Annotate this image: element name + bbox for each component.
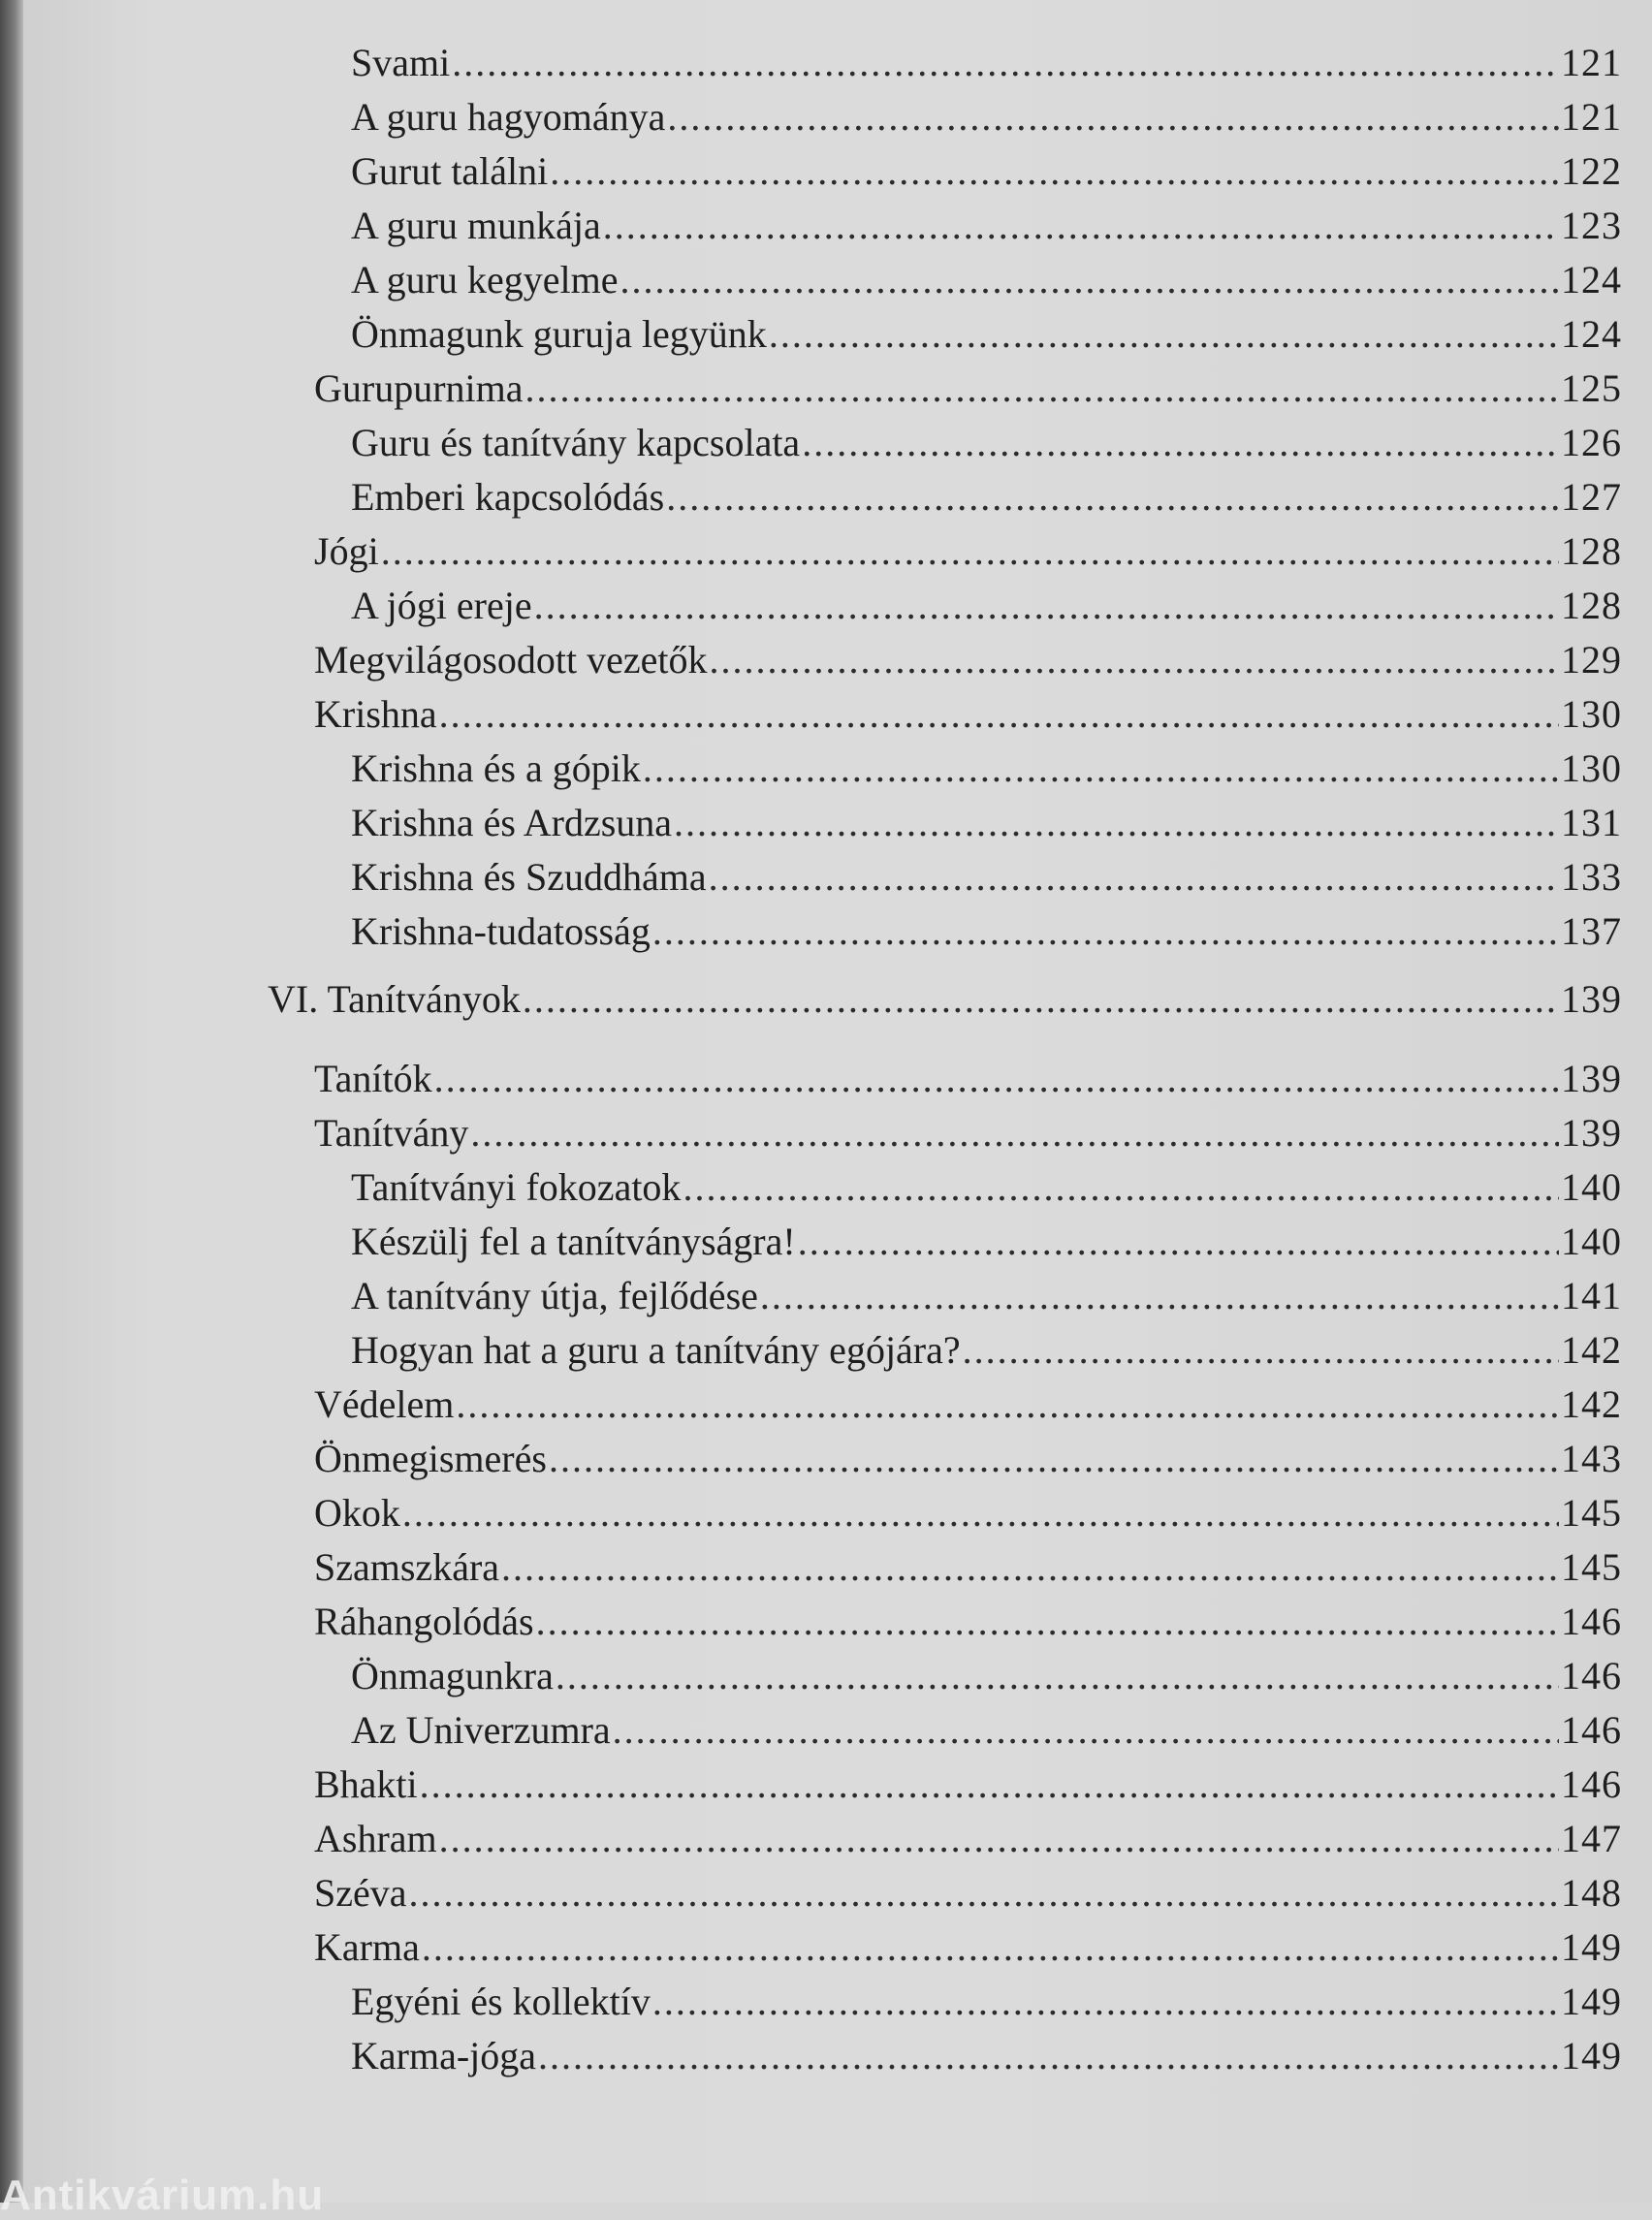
toc-entry-title: Krishna [314,692,437,736]
toc-entry [314,1815,1622,1863]
dot-leader [620,256,1560,304]
toc-entry-title: Szamszkára [314,1545,500,1589]
toc-entry-title: Karma-jóga [351,2034,537,2077]
toc-entry-title: Gurut találni [351,149,549,193]
toc-entry [351,2032,1622,2080]
toc-entry-page: 147 [1561,1817,1622,1860]
toc-entry-title: Önmagunkra [351,1654,554,1697]
dot-leader [798,1218,1559,1266]
toc-entry [314,365,1622,413]
dot-leader [536,1598,1559,1646]
toc-entry-title: Tanítók [314,1057,432,1100]
toc-entry-page: 146 [1561,1600,1622,1643]
toc-entry-title: Krishna-tudatosság [351,909,651,953]
toc-entry-title: Bhakti [314,1762,418,1806]
dot-leader [603,202,1559,250]
dot-leader [652,1978,1559,2026]
toc-entry [314,1869,1622,1918]
toc-entry-title: Készülj fel a tanítványságra! [351,1220,796,1263]
dot-leader [439,1815,1559,1863]
toc-entry-page: 124 [1561,312,1622,356]
toc-entry [351,39,1622,87]
toc-entry-page: 133 [1561,855,1622,899]
dot-leader [550,147,1559,196]
toc-entry-title: Ashram [314,1817,437,1860]
toc-entry-title: A jógi ereje [351,584,532,627]
toc-entry-page: 128 [1561,529,1622,573]
toc-entry [351,1706,1622,1755]
dot-leader [709,853,1559,902]
toc-entry [351,256,1622,304]
dot-leader [409,1869,1559,1918]
toc-entry [314,1598,1622,1646]
toc-entry-title: Megvilágosodott vezetők [314,638,708,682]
toc-entry [351,202,1622,250]
toc-entry-page: 140 [1561,1220,1622,1263]
toc-entry-title: Emberi kapcsolódás [351,475,665,519]
toc-entry [351,419,1622,467]
toc-entry-title: Tanítványi fokozatok [351,1165,682,1209]
toc-chapter-heading [268,975,1622,1024]
toc-entry [351,1978,1622,2026]
toc-entry-title: Svami [351,41,451,84]
dot-leader [420,1760,1559,1809]
dot-leader [452,39,1559,87]
toc-entry-page: 128 [1561,584,1622,627]
toc-entry-page: 121 [1561,95,1622,139]
toc-entry [314,1923,1622,1972]
toc-entry-title: Védelem [314,1382,455,1426]
toc-entry-page: 139 [1561,1111,1622,1155]
toc-entry-title: Okok [314,1491,400,1535]
toc-entry-page: 123 [1561,204,1622,247]
dot-leader [381,527,1559,576]
toc-entry-page: 125 [1561,366,1622,410]
toc-entry-title: Krishna és Szuddháma [351,855,707,899]
toc-entry [351,1326,1622,1375]
toc-entry [314,636,1622,684]
toc-entry-title: A tanítvány útja, fejlődése [351,1274,758,1317]
dot-leader [643,745,1559,793]
dot-leader [556,1652,1559,1700]
toc-entry [314,1543,1622,1592]
dot-leader [538,2032,1559,2080]
toc-entry-page: 137 [1561,909,1622,953]
toc-entry-page: 141 [1561,1274,1622,1317]
dot-leader [501,1543,1559,1592]
dot-leader [523,975,1559,1024]
dot-leader [683,1163,1559,1212]
toc-entry-page: 130 [1561,692,1622,736]
toc-entry [351,907,1622,956]
toc-entry-page: 142 [1561,1328,1622,1372]
toc-entry [351,1163,1622,1212]
toc-entry-page: 145 [1561,1491,1622,1535]
dot-leader [760,1272,1559,1320]
toc-entry-title: Egyéni és kollektív [351,1980,651,2023]
toc-entry-page: 139 [1561,1057,1622,1100]
toc-entry [351,93,1622,142]
toc-entry-title: Tanítvány [314,1111,469,1155]
toc-entry-title: Karma [314,1925,420,1969]
dot-leader [434,1055,1559,1103]
toc-entry-title: Önmegismerés [314,1437,547,1480]
toc-entry [351,147,1622,196]
dot-leader [667,93,1559,142]
toc-entry-title: Hogyan hat a guru a tanítvány egójára? [351,1328,961,1372]
toc-entry-title: A guru munkája [351,204,601,247]
toc-entry-page: 146 [1561,1654,1622,1697]
toc-entry-page: 143 [1561,1437,1622,1480]
toc-entry [351,582,1622,630]
toc-entry-title: Széva [314,1871,407,1915]
toc-entry [351,473,1622,522]
toc-entry-title: Ráhangolódás [314,1600,534,1643]
dot-leader [769,310,1559,359]
toc-entry-page: 142 [1561,1382,1622,1426]
toc-entry [351,310,1622,359]
toc-entry [351,745,1622,793]
dot-leader [402,1489,1559,1538]
toc-entry-title: Guru és tanítvány kapcsolata [351,421,801,464]
dot-leader [666,473,1559,522]
toc-entry-page: 145 [1561,1545,1622,1589]
toc-entry-page: 140 [1561,1165,1622,1209]
toc-entry [314,1760,1622,1809]
toc-entry-page: 146 [1561,1762,1622,1806]
toc-entry-title: A guru kegyelme [351,258,619,301]
toc-entry-page: 149 [1561,1980,1622,2023]
toc-entry-page: 149 [1561,1925,1622,1969]
toc-entry [351,1218,1622,1266]
toc-entry [351,799,1622,847]
toc-entry-title: Az Univerzumra [351,1708,611,1752]
table-of-contents [23,39,1652,2113]
toc-entry-page: 129 [1561,638,1622,682]
toc-entry-title: Krishna és Ardzsuna [351,801,673,844]
dot-leader [439,690,1559,739]
toc-entry-title: Jógi [314,529,379,573]
toc-entry-title: Önmagunk guruja legyünk [351,312,767,356]
toc-entry-title: VI. Tanítványok [268,977,521,1021]
toc-entry-title: Gurupurnima [314,366,524,410]
toc-entry-page: 149 [1561,2034,1622,2077]
toc-entry [314,1380,1622,1429]
toc-entry-page: 126 [1561,421,1622,464]
dot-leader [534,582,1559,630]
dot-leader [422,1923,1559,1972]
dot-leader [652,907,1559,956]
toc-entry-title: Krishna és a gópik [351,746,641,790]
dot-leader [549,1435,1559,1483]
toc-entry [351,1652,1622,1700]
toc-entry [314,1489,1622,1538]
toc-entry [314,1109,1622,1158]
toc-entry-page: 146 [1561,1708,1622,1752]
dot-leader [674,799,1559,847]
toc-entry-page: 130 [1561,746,1622,790]
book-spine-shadow [0,0,23,2203]
dot-leader [963,1326,1559,1375]
dot-leader [709,636,1559,684]
toc-entry [314,527,1622,576]
watermark: Antikvárium.hu [0,2172,325,2219]
toc-entry [314,690,1622,739]
toc-entry-title: A guru hagyománya [351,95,666,139]
toc-entry [351,1272,1622,1320]
dot-leader [802,419,1559,467]
toc-entry-page: 148 [1561,1871,1622,1915]
toc-entry [351,853,1622,902]
toc-entry-page: 127 [1561,475,1622,519]
toc-entry-page: 121 [1561,41,1622,84]
toc-entry [314,1435,1622,1483]
toc-entry-page: 122 [1561,149,1622,193]
dot-leader [613,1706,1559,1755]
toc-entry-page: 139 [1561,977,1622,1021]
dot-leader [456,1380,1559,1429]
book-page [23,0,1652,2203]
toc-entry-page: 124 [1561,258,1622,301]
dot-leader [525,365,1559,413]
toc-entry [314,1055,1622,1103]
toc-entry-page: 131 [1561,801,1622,844]
dot-leader [470,1109,1559,1158]
